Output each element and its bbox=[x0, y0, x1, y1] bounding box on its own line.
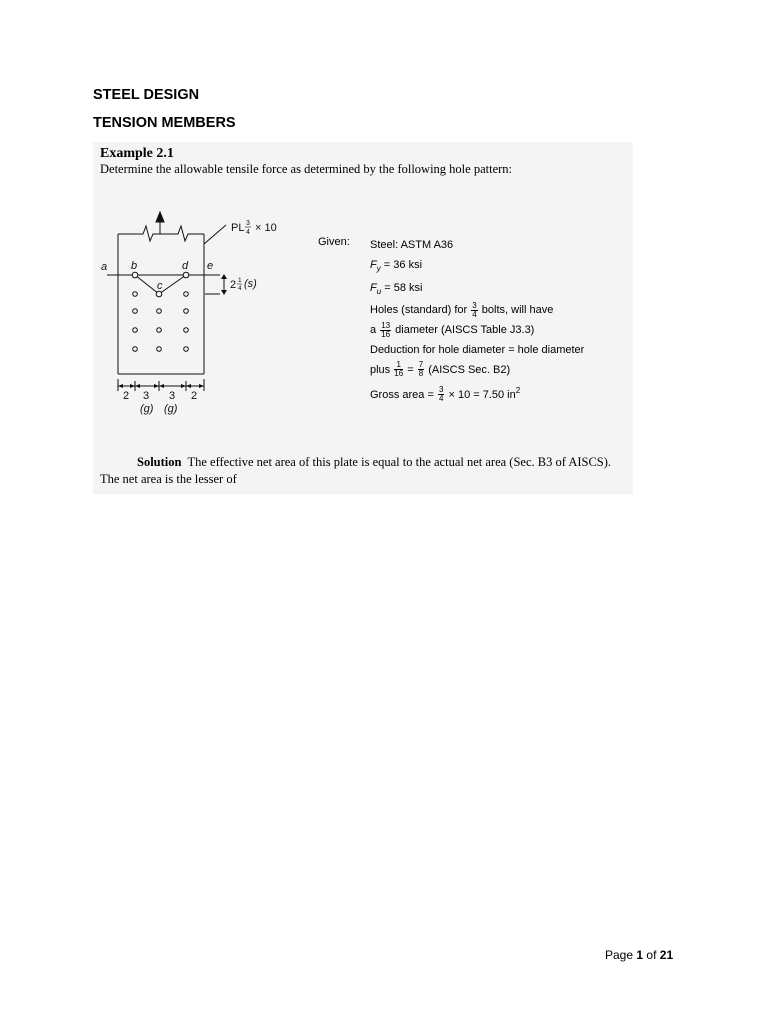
given-gross-area: Gross area = $\frac{3}{4}$ × 10 = 7.50 $in^2$ bbox=[370, 385, 521, 404]
given-deduction: Deduction for hole diameter = hole diameter bbox=[370, 343, 585, 356]
spacing-frac-num: 1 bbox=[238, 277, 242, 284]
gage-dim-1: 2 bbox=[123, 390, 130, 402]
plate-frac-den: 4 bbox=[246, 229, 250, 236]
given-steel: Steel: ASTM A36 bbox=[370, 239, 454, 251]
spacing-label: (s) bbox=[244, 278, 257, 290]
heading-steel-design: STEEL DESIGN bbox=[93, 87, 200, 103]
given-fy: $F_y = 36$ ksi bbox=[370, 258, 423, 273]
given-fu: $F_u = 58$ ksi bbox=[370, 281, 423, 296]
spacing-whole: 2 bbox=[230, 279, 237, 291]
plate-outline bbox=[107, 212, 226, 374]
given-plus: plus $\frac{1}{16}$ = $\frac{7}{8}$ (AISCS Sec. B2) bbox=[370, 360, 511, 379]
point-label-e: e bbox=[207, 260, 214, 272]
gage-label-1: (g) bbox=[140, 403, 154, 415]
gage-dim-2: 3 bbox=[143, 390, 150, 402]
gage-dim-4: 2 bbox=[191, 390, 198, 402]
given-label: Given: bbox=[318, 236, 350, 248]
solution-paragraph bbox=[100, 454, 628, 487]
example-problem-statement: Determine the allowable tensile force as determined by the following hole pattern: bbox=[100, 162, 513, 176]
solution-text: The effective net area of this plate is equal to the actual net area (Sec. B3 of AISCS). The net area is the lesser of bbox=[100, 455, 612, 486]
solution-word: Solution bbox=[137, 455, 182, 469]
point-label-b: b bbox=[131, 260, 138, 272]
plate-label: PL bbox=[231, 222, 245, 234]
example-scan-image bbox=[93, 142, 633, 494]
gage-dim-3: 3 bbox=[169, 390, 176, 402]
given-holes: Holes (standard) for $\frac{3}{4}$ bolts, will have bbox=[370, 300, 554, 319]
point-label-c: c bbox=[157, 280, 163, 292]
given-diameter: a $\frac{13}{16}$ diameter (AISCS Table J3.3) bbox=[370, 320, 535, 339]
page-footer: Page 1 of 21 bbox=[605, 948, 674, 962]
spacing-frac-den: 4 bbox=[238, 285, 242, 292]
gage-label-2: (g) bbox=[164, 403, 178, 415]
plate-label-suffix: × 10 bbox=[255, 222, 277, 234]
heading-tension-members: TENSION MEMBERS bbox=[93, 115, 236, 131]
example-title: Example 2.1 bbox=[100, 146, 174, 161]
plate-frac-num: 3 bbox=[246, 220, 250, 227]
point-label-d: d bbox=[182, 260, 189, 272]
point-label-a: a bbox=[101, 261, 108, 273]
given-list bbox=[370, 236, 584, 405]
